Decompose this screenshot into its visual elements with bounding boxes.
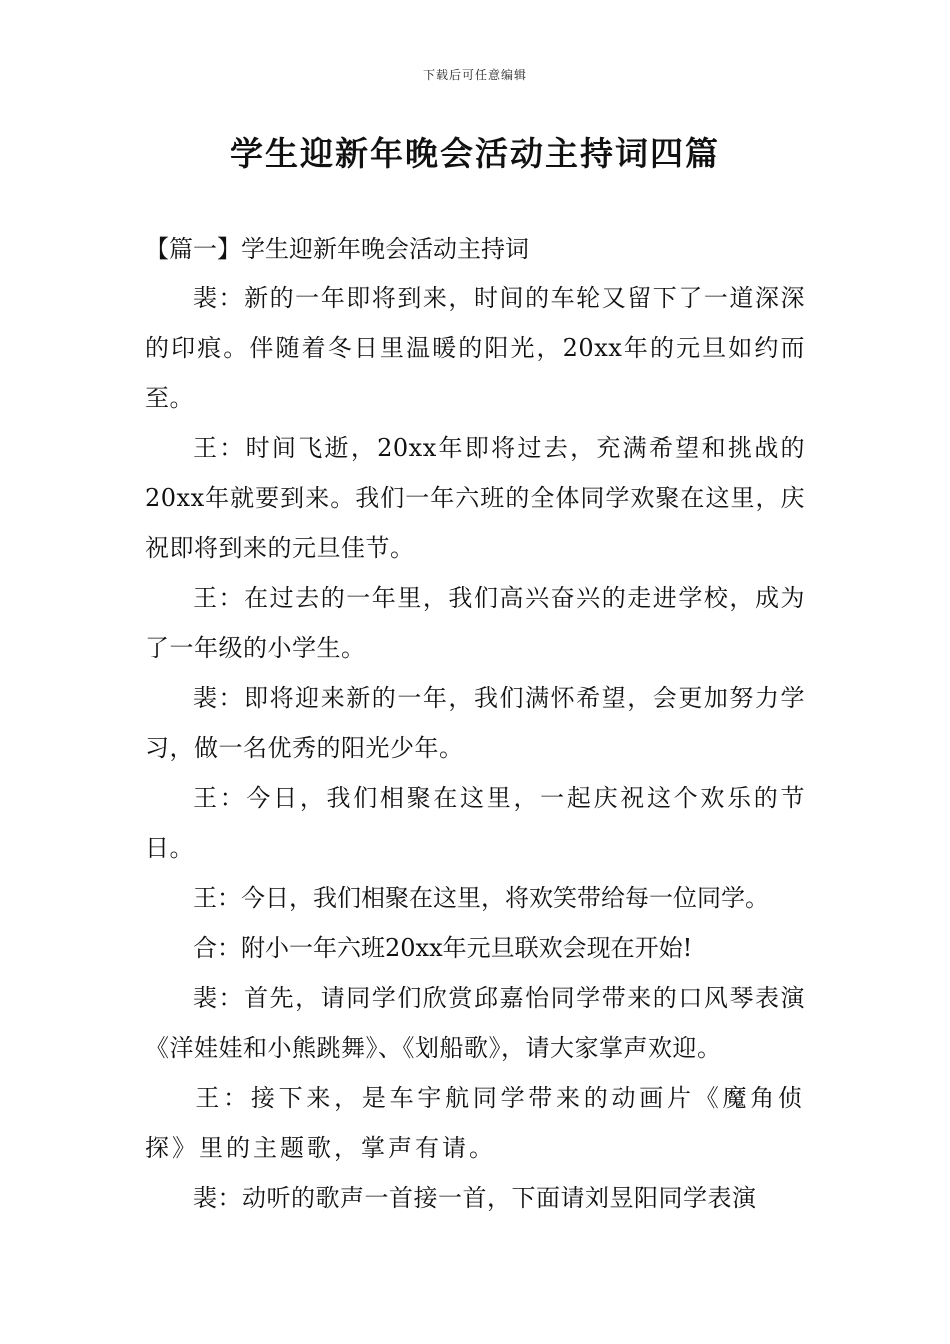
paragraph: 合：附小一年六班20xx年元旦联欢会现在开始! (193, 934, 693, 962)
page-header-note: 下载后可任意编辑 (422, 68, 527, 82)
paragraph: 裴：首先，请同学们欣赏邱嘉怡同学带来的口风琴表演《洋娃娃和小熊跳舞》、《划船歌》，请大家掌声欢迎。 (145, 984, 805, 1062)
document-body (145, 225, 805, 1223)
paragraph: 裴：即将迎来新的一年，我们满怀希望，会更加努力学习，做一名优秀的阳光少年。 (145, 684, 805, 762)
paragraph: 王：今日，我们相聚在这里，将欢笑带给每一位同学。 (193, 884, 769, 912)
paragraph: 裴：新的一年即将到来，时间的车轮又留下了一道深深的印痕。伴随着冬日里温暖的阳光，20xx年的元旦如约而至。 (145, 284, 805, 412)
paragraph: 王：接下来，是车宇航同学带来的动画片《魔角侦探》里的主题歌，掌声有请。 (145, 1084, 805, 1162)
paragraph: 王：时间飞逝，20xx年即将过去，充满希望和挑战的20xx年就要到来。我们一年六班的全体同学欢聚在这里，庆祝即将到来的元旦佳节。 (145, 434, 805, 562)
paragraph: 王：在过去的一年里，我们高兴奋兴的走进学校，成为了一年级的小学生。 (145, 584, 805, 662)
section-heading: 【篇一】学生迎新年晚会活动主持词 (145, 235, 529, 263)
paragraph: 王：今日，我们相聚在这里，一起庆祝这个欢乐的节日。 (145, 784, 805, 862)
paragraph: 裴：动听的歌声一首接一首，下面请刘昱阳同学表演 (193, 1184, 757, 1212)
document-title: 学生迎新年晚会活动主持词四篇 (230, 134, 720, 173)
